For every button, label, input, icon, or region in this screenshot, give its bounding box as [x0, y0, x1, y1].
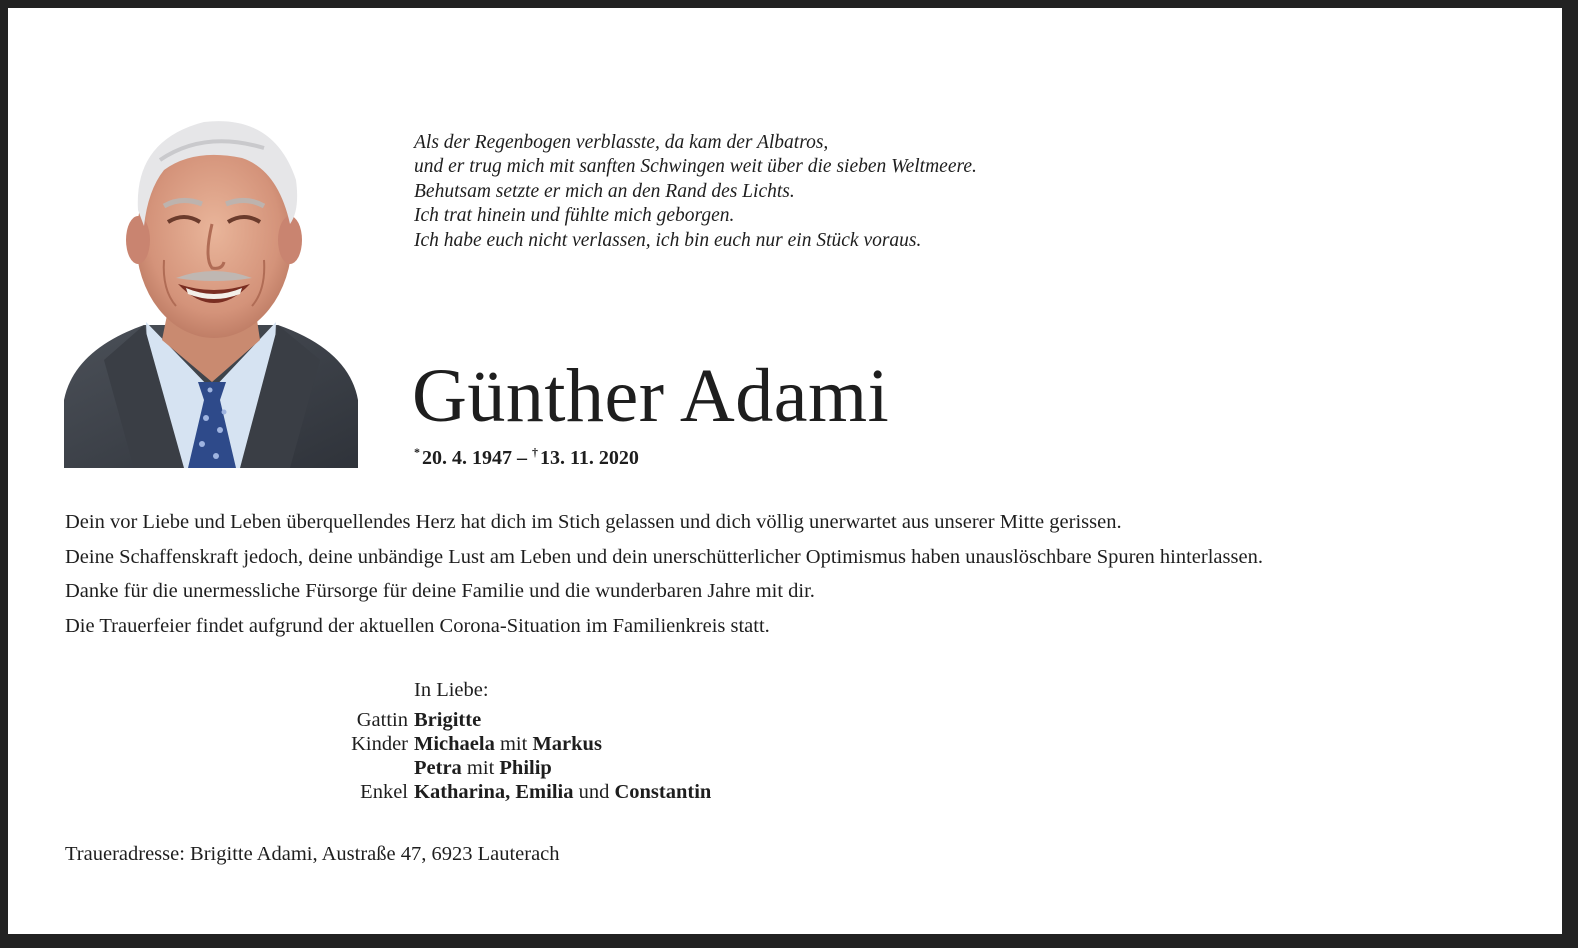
- life-dates: [414, 445, 639, 470]
- message-line: Die Trauerfeier findet aufgrund der aktuellen Corona-Situation im Familienkreis statt.: [65, 614, 770, 637]
- joiner: mit: [499, 733, 528, 755]
- date-separator: –: [512, 447, 532, 469]
- poem: [414, 131, 977, 253]
- message-line: Deine Schaffenskraft jedoch, deine unbändige Lust am Leben und dein unerschütterlicher Optimismus haben unauslöschbare Spuren hinterlassen.: [65, 545, 1263, 568]
- family-member-name: Katharina, Emilia: [414, 781, 574, 803]
- death-date: 13. 11. 2020: [540, 447, 639, 469]
- family-row-children: [258, 732, 711, 756]
- family-member-name: Constantin: [614, 781, 712, 803]
- relation-label: Enkel: [360, 781, 408, 803]
- joiner: mit: [466, 757, 495, 779]
- family-list: [258, 708, 711, 804]
- relation-label: Gattin: [356, 709, 408, 731]
- poem-line: und er trug mich mit sanften Schwingen weit über die sieben Weltmeere.: [414, 156, 977, 178]
- grandchildren-names: [414, 780, 711, 804]
- family-row-children-2: [258, 756, 711, 780]
- portrait-illustration: [64, 100, 358, 468]
- family-member-name: Philip: [499, 757, 552, 779]
- relation-label: Kinder: [351, 733, 408, 755]
- family-member-name: Michaela: [414, 733, 495, 755]
- portrait-photo: [64, 100, 358, 468]
- family-member-name: Petra: [414, 757, 462, 779]
- death-mark: †: [532, 445, 538, 459]
- poem-line: Ich habe euch nicht verlassen, ich bin euch nur ein Stück voraus.: [414, 229, 922, 251]
- deceased-name: Günther Adami: [412, 354, 890, 438]
- family-member-name: Brigitte: [414, 709, 482, 731]
- poem-line: Ich trat hinein und fühlte mich geborgen.: [414, 205, 735, 227]
- family-member-name: Markus: [532, 733, 602, 755]
- child-pair: [414, 756, 552, 780]
- birth-mark: *: [414, 445, 420, 459]
- mourning-address: Traueradresse: Brigitte Adami, Austraße 47, 6923 Lauterach: [65, 843, 560, 865]
- poem-line: Behutsam setzte er mich an den Rand des Lichts.: [414, 180, 795, 202]
- message-line: Danke für die unermessliche Fürsorge für deine Familie und die wunderbaren Jahre mit dir.: [65, 580, 815, 602]
- poem-line: Als der Regenbogen verblasste, da kam der Albatros,: [414, 132, 829, 153]
- family-row-spouse: [258, 708, 711, 732]
- message: [65, 505, 1263, 643]
- birth-date: 20. 4. 1947: [422, 447, 512, 469]
- family-row-grandchildren: [258, 780, 711, 804]
- message-line: Dein vor Liebe und Leben überquellendes Herz hat dich im Stich gelassen und dich völlig unerwartet aus unserer Mitte gerissen.: [65, 511, 1122, 533]
- obituary-page: [8, 8, 1562, 934]
- child-pair: [414, 732, 602, 756]
- family-intro: In Liebe:: [414, 679, 489, 701]
- joiner: und: [578, 781, 610, 803]
- relation-label-empty: [258, 756, 414, 780]
